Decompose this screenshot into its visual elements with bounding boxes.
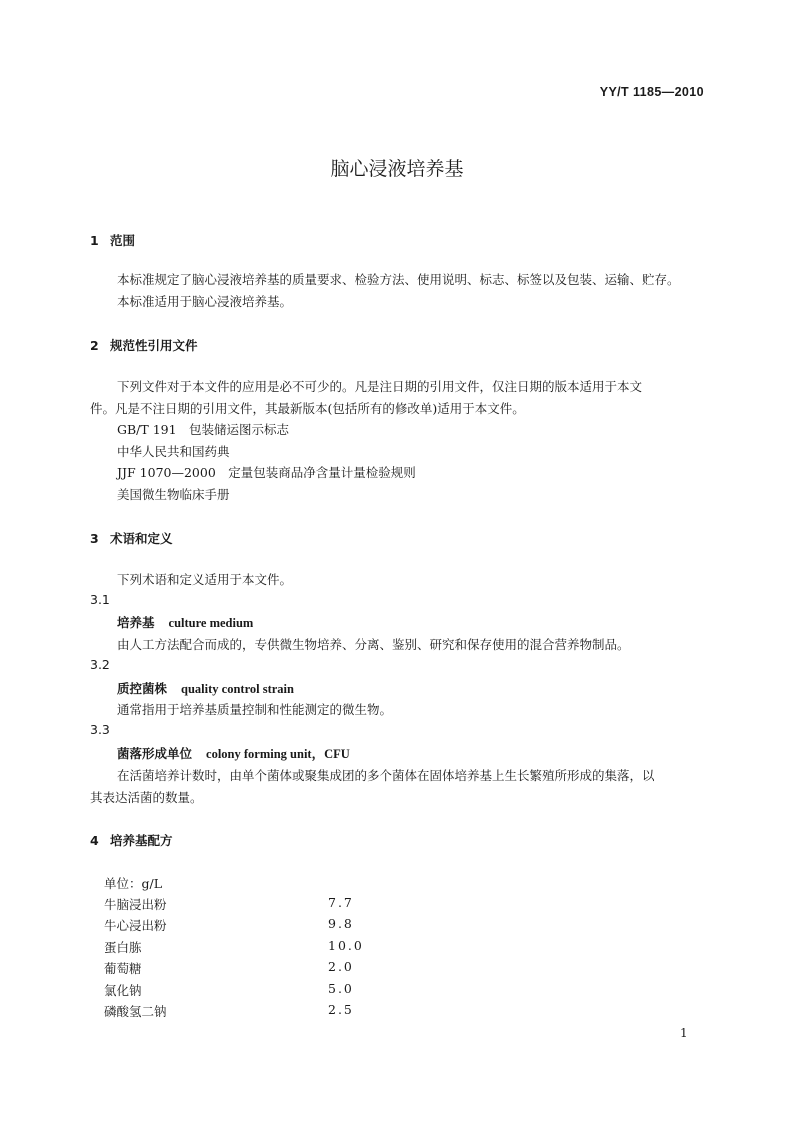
reference-item: GB/T 191 包装储运图示标志 — [117, 422, 290, 437]
term-english: culture medium — [168, 616, 254, 630]
references-intro-line-1: 下列文件对于本文件的应用是必不可少的。凡是注日期的引用文件，仅注日期的版本适用于本文 — [117, 379, 643, 394]
term-english: quality control strain — [181, 682, 294, 696]
reference-item: JJF 1070—2000 定量包装商品净含量计量检验规则 — [117, 465, 416, 480]
term-definition: 通常指用于培养基质量控制和性能测定的微生物。 — [117, 702, 393, 717]
reference-item: 中华人民共和国药典 — [117, 444, 230, 459]
references-intro-line-2: 件。凡是不注日期的引用文件，其最新版本(包括所有的修改单)适用于本文件。 — [90, 401, 525, 416]
section-number: 1 — [90, 233, 99, 248]
unit-label: 单位：g/L — [104, 876, 163, 891]
term-number: 3.1 — [90, 592, 110, 607]
page-number: 1 — [680, 1026, 688, 1040]
ingredient-amount: 2.5 — [328, 1002, 354, 1017]
term-definition-line-2: 其表达活菌的数量。 — [90, 790, 203, 805]
term-chinese: 质控菌株 — [117, 681, 168, 696]
section-title: 范围 — [110, 233, 136, 248]
section-1-heading — [90, 231, 135, 249]
section-title: 术语和定义 — [110, 531, 173, 546]
term-chinese: 培养基 — [117, 615, 155, 630]
ingredient-amount: 10.0 — [328, 938, 364, 953]
term-definition-line-1: 在活菌培养计数时，由单个菌体或聚集成团的多个菌体在固体培养基上生长繁殖所形成的集落，以 — [117, 768, 655, 783]
section-4-heading — [90, 831, 173, 849]
standard-code: YY/T 1185—2010 — [599, 85, 704, 99]
ingredient-amount: 9.8 — [328, 916, 354, 931]
scope-paragraph-1: 本标准规定了脑心浸液培养基的质量要求、检验方法、使用说明、标志、标签以及包装、运输、贮存。 — [117, 272, 680, 287]
ingredient-name: 蛋白胨 — [104, 940, 142, 955]
term-heading — [117, 679, 294, 697]
reference-item: 美国微生物临床手册 — [117, 487, 230, 502]
scope-paragraph-2: 本标准适用于脑心浸液培养基。 — [117, 294, 293, 309]
term-definition: 由人工方法配合而成的，专供微生物培养、分离、鉴别、研究和保存使用的混合营养物制品。 — [117, 637, 630, 652]
ingredient-name: 牛心浸出粉 — [104, 918, 167, 933]
term-heading — [117, 744, 350, 762]
term-number: 3.2 — [90, 657, 110, 672]
ingredient-amount: 7.7 — [328, 895, 354, 910]
section-2-heading — [90, 336, 198, 354]
section-number: 2 — [90, 338, 99, 353]
ingredient-name: 牛脑浸出粉 — [104, 897, 167, 912]
ingredient-amount: 5.0 — [328, 981, 354, 996]
ingredient-name: 磷酸氢二钠 — [104, 1004, 167, 1019]
section-title: 规范性引用文件 — [110, 338, 198, 353]
section-title: 培养基配方 — [110, 833, 173, 848]
page-title: 脑心浸液培养基 — [330, 158, 464, 180]
term-number: 3.3 — [90, 722, 110, 737]
section-3-heading — [90, 529, 173, 547]
terms-intro: 下列术语和定义适用于本文件。 — [117, 572, 293, 587]
section-number: 3 — [90, 531, 99, 546]
ingredient-name: 葡萄糖 — [104, 961, 142, 976]
ingredient-amount: 2.0 — [328, 959, 354, 974]
term-english: colony forming unit，CFU — [206, 747, 350, 761]
term-heading — [117, 613, 253, 631]
ingredient-name: 氯化钠 — [104, 983, 142, 998]
term-chinese: 菌落形成单位 — [117, 746, 193, 761]
section-number: 4 — [90, 833, 99, 848]
